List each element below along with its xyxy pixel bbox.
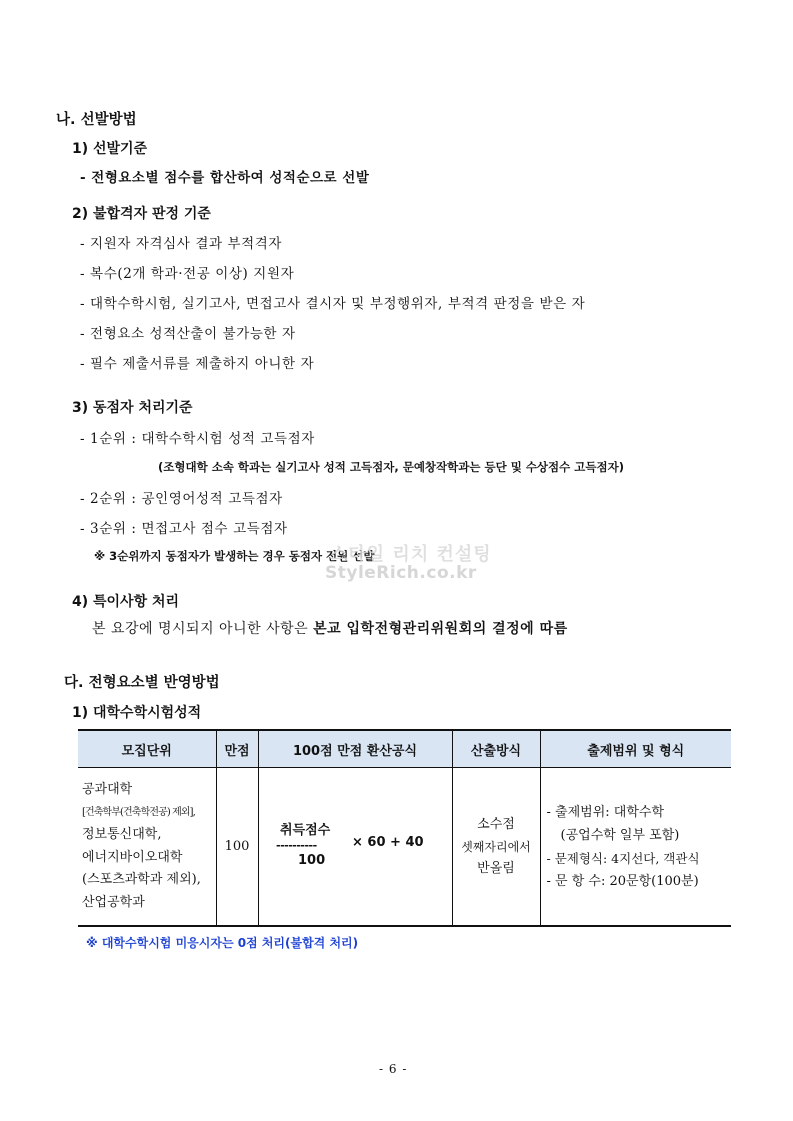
- math-exam-table: [78, 729, 731, 927]
- s4-text-plain: 본 요강에 명시되지 아니한 사항은: [92, 621, 314, 637]
- formula-fraction-bar: ----------: [276, 838, 317, 852]
- range-line: - 문 항 수: 20문항(100분): [546, 873, 699, 889]
- s2-item: - 지원자 자격심사 결과 부적격자: [80, 236, 283, 252]
- rank2: - 2순위 : 공인영어성적 고득점자: [80, 491, 283, 507]
- unit-cell: [78, 768, 216, 927]
- unit-line: 정보통신대학,: [82, 827, 162, 842]
- range-line: (공업수학 일부 포함): [560, 827, 680, 843]
- rank1: - 1순위 : 대학수학시험 성적 고득점자: [80, 431, 315, 447]
- s4-title: 4) 특이사항 처리: [72, 594, 180, 610]
- unit-line: [건축학부(건축학전공) 제외],: [82, 806, 195, 818]
- header-formula: 100점 만점 환산공식: [258, 730, 452, 768]
- s3-title: 3) 동점자 처리기준: [72, 400, 193, 416]
- calc-line: 반올림: [477, 860, 515, 876]
- watermark-url: StyleRich.co.kr: [325, 563, 477, 583]
- formula-denominator: 100: [298, 852, 326, 868]
- unit-line: (스포츠과학과 제외),: [82, 872, 201, 887]
- header-calc: 산출방식: [452, 730, 540, 768]
- formula-tail: × 60 + 40: [352, 834, 424, 850]
- range-cell: [540, 768, 731, 927]
- header-max: 만점: [216, 730, 258, 768]
- tie-note: ※ 3순위까지 동점자가 발생하는 경우 동점자 전원 선발: [94, 549, 375, 563]
- max-score-cell: 100: [216, 768, 258, 927]
- s1-line: - 전형요소별 점수를 합산하여 성적순으로 선발: [80, 170, 370, 186]
- page-number: - 6 -: [379, 1062, 408, 1076]
- table-row: [78, 768, 731, 927]
- calc-line: 소수점: [477, 816, 515, 832]
- conversion-formula: [260, 817, 450, 877]
- header-range: 출제범위 및 형식: [540, 730, 731, 768]
- table-header-row: [78, 730, 731, 768]
- range-line: - 출제범위: 대학수학: [546, 804, 665, 820]
- unit-line: 공과대학: [82, 782, 133, 797]
- absent-note: ※ 대학수학시험 미응시자는 0점 처리(불합격 처리): [86, 936, 359, 950]
- calc-line: 셋째자리에서: [461, 839, 531, 854]
- s1-title: 1) 선발기준: [72, 141, 148, 157]
- section-na-title: 나. 선발방법: [56, 112, 137, 128]
- rank1-note: (조형대학 소속 학과는 실기고사 성적 고득점자, 문예창작학과는 등단 및 수상점수 고득점자): [158, 460, 624, 474]
- range-line: - 문제형식: 4지선다, 객관식: [546, 850, 700, 866]
- unit-line: 에너지바이오대학: [82, 849, 183, 865]
- header-unit: 모집단위: [78, 730, 216, 768]
- s2-title: 2) 불합격자 판정 기준: [72, 206, 211, 222]
- s2-item: - 복수(2개 학과·전공 이상) 지원자: [80, 266, 295, 282]
- calc-cell: [452, 768, 540, 927]
- unit-line: 산업공학과: [82, 894, 145, 910]
- s2-item: - 필수 제출서류를 제출하지 아니한 자: [80, 356, 315, 372]
- section-da-title: 다. 전형요소별 반영방법: [64, 675, 220, 691]
- s4-text-bold: 본교 입학전형관리위원회의 결정에 따름: [313, 621, 568, 637]
- watermark-korean: 스타일 리치 컨설팅: [330, 544, 492, 565]
- formula-cell: [258, 768, 452, 927]
- s4-text: [92, 618, 568, 638]
- da-s1-title: 1) 대학수학시험성적: [72, 705, 202, 721]
- s2-item: - 대학수학시험, 실기고사, 면접고사 결시자 및 부정행위자, 부적격 판정을 받은 자: [80, 296, 586, 312]
- rank3: - 3순위 : 면접고사 점수 고득점자: [80, 521, 288, 537]
- formula-numerator: 취득점수: [280, 822, 331, 838]
- s2-item: - 전형요소 성적산출이 불가능한 자: [80, 326, 296, 342]
